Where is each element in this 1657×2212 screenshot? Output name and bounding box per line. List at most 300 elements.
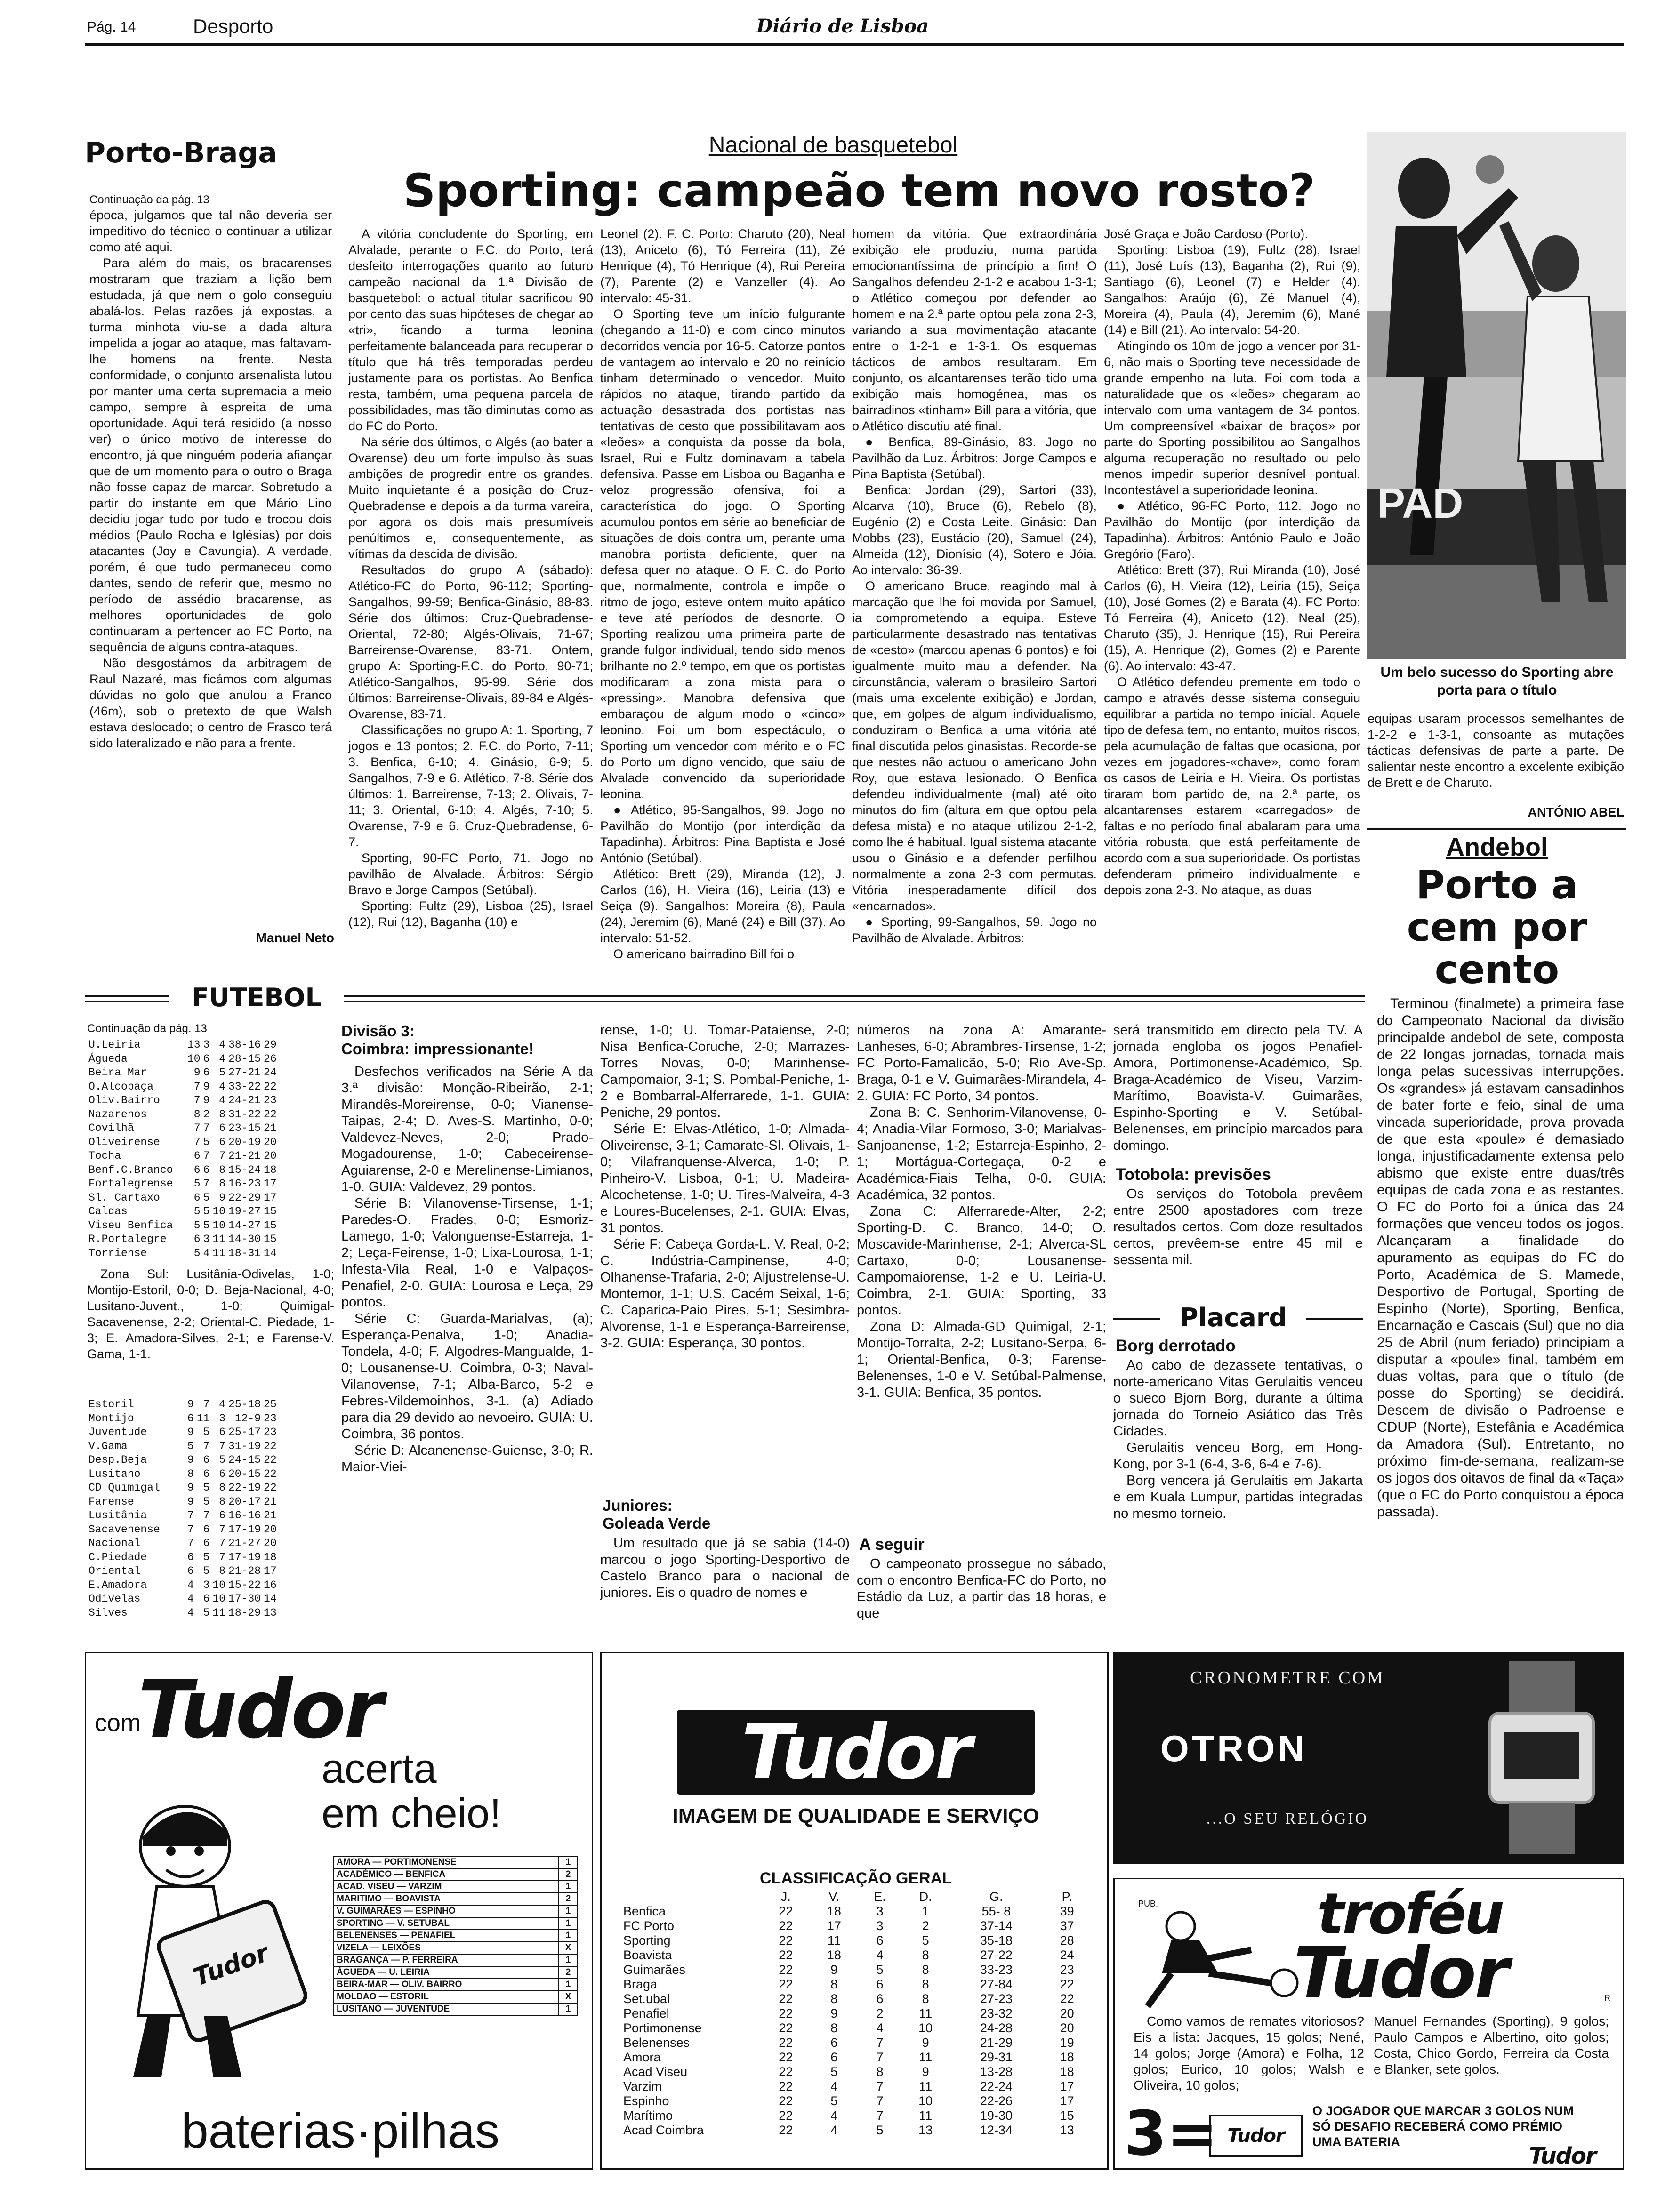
stat-cell: 22 bbox=[264, 1454, 277, 1466]
team-name-cell: U.Leiria bbox=[88, 1039, 141, 1051]
stat-cell: 5 bbox=[219, 1066, 226, 1079]
stat-cell: 20 bbox=[264, 1136, 277, 1148]
stat-cell: 19 bbox=[1060, 2036, 1074, 2050]
aseguir-title: A seguir bbox=[859, 1535, 925, 1554]
stat-cell: 8 bbox=[219, 1108, 226, 1121]
stat-cell: 5 bbox=[203, 1219, 210, 1232]
stat-cell: 6 bbox=[876, 1933, 884, 1948]
stat-cell: 13 bbox=[918, 2123, 933, 2137]
table-row bbox=[620, 2050, 1091, 2065]
stat-cell: 7 bbox=[193, 1080, 201, 1093]
table-row bbox=[87, 1426, 278, 1440]
stat-cell: 31-22 bbox=[228, 1108, 261, 1121]
ad-otron bbox=[1113, 1652, 1624, 1864]
stat-cell: 5 bbox=[876, 1963, 884, 1977]
aseguir-para: O campeonato prossegue no sábado, com o encontro Benfica-FC do Porto, no Estádio da Luz, a partir das 18 horas, e que bbox=[857, 1556, 1106, 1621]
futebol-para: será transmitido em directo pela TV. A jornada engloba os jogos Penafiel-Amora, Portimonense-Académico, Sp. Braga-Académico de Viseu, Varzim-Marítimo, Boavista-V. Guimarães, Espinho-Sporting e V. Setúbal-Belenenses, em princípio marcados para domingo. bbox=[1113, 1023, 1363, 1153]
stat-cell: 9 bbox=[187, 1398, 194, 1411]
stat-cell: 15 bbox=[264, 1205, 277, 1218]
team-name-cell: Oliveirense bbox=[88, 1136, 160, 1148]
stat-cell: 6 bbox=[203, 1593, 210, 1605]
table-row bbox=[620, 2094, 1091, 2108]
stat-cell: 22 bbox=[779, 2036, 793, 2050]
photo-caption: Um belo sucesso do Sporting abre porta para o título bbox=[1380, 665, 1614, 698]
sporting-para: Leonel (2). F. C. Porto: Charuto (20), Neal (13), Aniceto (6), Tó Ferreira (11), Zé Henrique (4), Tó Henrique (4), Rui Pereira (7), Parente (2) e Vanzeller (4). Ao intervalo: 45-31. bbox=[600, 227, 845, 305]
stat-cell: 39 bbox=[1060, 1904, 1074, 1918]
table-row bbox=[87, 1219, 278, 1233]
sporting-para: Sporting: Lisboa (19), Fultz (28), Israel (11), José Luís (13), Baganha (2), Rui (9), Santiago (6), Leonel (7) e Helder (4). Sangalhos: Araújo (6), Zé Manuel (4), Moreira (4), Paula (4), Jeremim (6), Mané (14) e Bill (21). Ao intervalo: 54-20. bbox=[1104, 243, 1360, 337]
ad3-top: CRONOMETRE COM bbox=[1190, 1668, 1385, 1688]
stat-cell: 6 bbox=[203, 1467, 210, 1480]
stat-cell: 27-84 bbox=[980, 1977, 1013, 1991]
stat-cell: 22-26 bbox=[980, 2094, 1013, 2108]
fixture-cell: MOLDAO — ESTORIL bbox=[334, 1991, 559, 2003]
stat-cell: 7 bbox=[219, 1551, 226, 1563]
ad4-para: Manuel Fernandes (Sporting), 9 golos; Paulo Campos e Albertino, oito golos; Costa, Chico Gordo, Ferreira da Costa e Blanker, sete golos. bbox=[1374, 2014, 1609, 2076]
stat-cell: 8 bbox=[187, 1467, 194, 1480]
programme-row bbox=[334, 1905, 578, 1917]
stat-cell: 6 bbox=[203, 1454, 210, 1466]
stat-cell: 22 bbox=[779, 1919, 793, 1933]
futebol-rule-left bbox=[85, 995, 169, 997]
stat-cell: 18 bbox=[827, 1948, 841, 1962]
fixture-cell: BRAGANÇA — P. FERREIRA bbox=[334, 1954, 559, 1966]
table-row bbox=[620, 2036, 1091, 2050]
stat-cell: 5 bbox=[187, 1440, 194, 1452]
stat-cell: 4 bbox=[219, 1052, 226, 1065]
stat-cell: 20 bbox=[264, 1537, 277, 1549]
section-label: Desporto bbox=[193, 15, 273, 37]
totobola-para: Os serviços do Totobola prevêem entre 2500 apostadores com treze resultados certos. Com doze resultados certos, prevêem-se entre 45 mil e sessenta mil. bbox=[1113, 1186, 1363, 1267]
stat-cell: 20-15 bbox=[228, 1467, 261, 1480]
forecast-cell: 1 bbox=[559, 1930, 578, 1942]
team-name-cell: Torriense bbox=[88, 1247, 147, 1259]
sporting-para: Sporting, 90-FC Porto, 71. Jogo no pavilhão de Alvalade. Árbitros: Sérgio Bravo e Jorge Campos (Setúbal). bbox=[348, 851, 593, 897]
team-name-cell: Benf.C.Branco bbox=[88, 1163, 173, 1176]
stat-cell: 22 bbox=[264, 1467, 277, 1480]
stat-cell: 22 bbox=[779, 1933, 793, 1948]
team-name-cell: Braga bbox=[623, 1977, 658, 1991]
borg-para: Borg vencera já Gerulaitis em Jakarta e em Kuala Lumpur, partidas integradas no mesmo torneio. bbox=[1113, 1473, 1363, 1521]
stat-cell: 8 bbox=[922, 1948, 929, 1962]
stat-cell: 23 bbox=[1060, 1963, 1074, 1977]
stat-cell: 7 bbox=[876, 2036, 884, 2050]
team-name-cell: Benfica bbox=[623, 1904, 666, 1918]
table-row bbox=[620, 1904, 1091, 1919]
table-row bbox=[87, 1080, 278, 1094]
team-name-cell: E.Amadora bbox=[88, 1579, 147, 1591]
stat-cell: 4 bbox=[219, 1398, 226, 1411]
div3-para: rense, 1-0; U. Tomar-Pataiense, 2-0; Nisa Benfica-Coruche, 2-0; Marrazes-Torres Novas, 0-0; Marinhense-Campomaior, 3-1; S. Pombal-Peniche, 1-2 e Bombarral-Alferrarede, 1-1. GUIA: Peniche, 29 pontos. bbox=[600, 1023, 850, 1120]
stat-cell: 7 bbox=[203, 1440, 210, 1452]
table-row bbox=[87, 1412, 278, 1426]
team-name-cell: Farense bbox=[88, 1495, 134, 1508]
borg-para: Gerulaitis venceu Borg, em Hong-Kong, por 3-1 (6-4, 3-6, 6-4 e 7-6). bbox=[1113, 1440, 1363, 1472]
juniores-col bbox=[857, 1022, 1106, 1531]
ad2-class-table bbox=[620, 1890, 1091, 2138]
team-name-cell: Tocha bbox=[88, 1150, 121, 1162]
stat-cell: 7 bbox=[187, 1537, 194, 1549]
stat-cell: 22 bbox=[779, 1977, 793, 1991]
team-name-cell: Espinho bbox=[623, 2094, 669, 2108]
ad4-battery-box bbox=[1209, 2115, 1303, 2157]
stat-cell: 22 bbox=[264, 1080, 277, 1093]
programme-row bbox=[334, 1991, 578, 2003]
andebol-kicker: Andebol bbox=[1446, 833, 1548, 861]
stat-cell: 7 bbox=[219, 1150, 226, 1162]
stat-cell: 19-27 bbox=[228, 1205, 261, 1218]
stat-cell: 3 bbox=[203, 1233, 210, 1245]
stat-cell: 6 bbox=[187, 1565, 194, 1577]
fixture-cell: ACAD. VISEU — VARZIM bbox=[334, 1881, 559, 1893]
stat-cell: 22 bbox=[779, 1963, 793, 1977]
stat-cell: 4 bbox=[830, 2108, 838, 2123]
stat-cell: 21-21 bbox=[228, 1150, 261, 1162]
stat-cell: 16 bbox=[264, 1579, 277, 1591]
ad4-title2: Tudor bbox=[1294, 1932, 1508, 2014]
stat-cell: 13-28 bbox=[980, 2065, 1013, 2079]
table-row bbox=[620, 2108, 1091, 2123]
table-row bbox=[87, 1481, 278, 1495]
table-row bbox=[87, 1551, 278, 1565]
div3-para: Desfechos verificados na Série A da 3.ª divisão: Monção-Ribeirão, 2-1; Mirandês-Moreirense, 0-0; Vianense-Taipas, 2-4; D. Aves-S. Martinho, 0-0; Valdevez-Neves, 2-0; Prado-Mogadourense, 1-0; Cabeceirense-Aguiarense, 2-0 e Merelinense-Limianos, 1-0. GUIA: Valdevez, 29 pontos. bbox=[341, 1064, 593, 1194]
stat-cell: 25-17 bbox=[228, 1426, 261, 1438]
header-cell: V. bbox=[828, 1890, 840, 1904]
stat-cell: 15-22 bbox=[228, 1579, 261, 1591]
stat-cell: 6 bbox=[219, 1467, 226, 1480]
stat-cell: 9 bbox=[922, 2065, 929, 2079]
table-row bbox=[620, 2021, 1091, 2036]
table-row bbox=[87, 1094, 278, 1108]
stat-cell: 3 bbox=[876, 1919, 884, 1933]
team-name-cell: Covilhã bbox=[88, 1122, 134, 1134]
svg-text:PAD: PAD bbox=[1377, 480, 1464, 527]
stat-cell: 6 bbox=[193, 1150, 201, 1162]
table-row bbox=[87, 1523, 278, 1537]
team-name-cell: Set.ubal bbox=[623, 1992, 670, 2006]
forecast-cell: 1 bbox=[559, 1917, 578, 1930]
programme-row bbox=[334, 1917, 578, 1930]
stat-cell: 33-22 bbox=[228, 1080, 261, 1093]
table-row bbox=[87, 1233, 278, 1247]
stat-cell: 3 bbox=[203, 1039, 210, 1051]
stat-cell: 20 bbox=[1060, 2006, 1074, 2020]
stat-cell: 10 bbox=[187, 1052, 201, 1065]
juniores-para: Zona C: Alferrarede-Alter, 2-2; Sporting-D. C. Branco, 14-0; O. Moscavide-Marinhense, 2-1; Alverca-SL Cartaxo, 0-0; Lousanense-Campomaiorense, 1-2 e U. Leiria-U. Coimbra, 2-1. GUIA: Sporting, 33 pontos. bbox=[857, 1204, 1106, 1318]
stat-cell: 11 bbox=[196, 1412, 210, 1425]
ad1-battery-logo: Tudor bbox=[190, 1939, 273, 1992]
team-name-cell: Montijo bbox=[88, 1412, 134, 1425]
stat-cell: 18 bbox=[827, 1904, 841, 1918]
table-row bbox=[87, 1052, 278, 1066]
fixture-cell: AMORA — PORTIMONENSE bbox=[334, 1856, 559, 1868]
stat-cell: 22 bbox=[779, 2065, 793, 2079]
stat-cell: 11 bbox=[919, 2006, 933, 2020]
team-name-cell: Amora bbox=[623, 2050, 661, 2064]
stat-cell: 7 bbox=[876, 2108, 884, 2123]
zona-sul-text bbox=[87, 1266, 334, 1393]
stat-cell: 10 bbox=[212, 1593, 226, 1605]
team-name-cell: Lusitano bbox=[88, 1467, 141, 1480]
forecast-cell: 1 bbox=[559, 1881, 578, 1893]
stat-cell: 5 bbox=[193, 1178, 201, 1190]
stat-cell: 22 bbox=[779, 2006, 793, 2020]
ad1-line2: em cheio! bbox=[322, 1790, 501, 1836]
forecast-cell: X bbox=[559, 1942, 578, 1954]
stat-cell: 7 bbox=[193, 1122, 201, 1134]
stat-cell: 16-23 bbox=[228, 1178, 261, 1190]
stat-cell: 13 bbox=[1060, 2123, 1074, 2137]
stat-cell: 7 bbox=[193, 1094, 201, 1106]
stat-cell: 24-21 bbox=[228, 1094, 261, 1106]
ad4-para: Como vamos de remates vitoriosos? Eis a lista: Jacques, 15 golos; Nené, 14 golos; Jorge (Amora) e Folha, 12 golos; Eurico, 10 golos; Walsh e Oliveira, 10 golos; bbox=[1134, 2014, 1364, 2092]
programme-row bbox=[334, 1893, 578, 1905]
stat-cell: 10 bbox=[918, 2094, 933, 2108]
sporting-col5 bbox=[1367, 711, 1624, 800]
stat-cell: 21-28 bbox=[228, 1565, 261, 1577]
stat-cell: 5 bbox=[203, 1565, 210, 1577]
sporting-para: equipas usaram processos semelhantes de 1-2-2 e 1-3-1, consoante as mutações tácticas defensivas de parte a parte. De salientar neste encontro a excelente exibição de Brett e de Charuto. bbox=[1367, 712, 1624, 790]
stat-cell: 9 bbox=[187, 1495, 194, 1508]
stat-cell: 17 bbox=[827, 1919, 841, 1933]
fixture-cell: VIZELA — LEIXÕES bbox=[334, 1942, 559, 1954]
stat-cell: 4 bbox=[830, 2123, 838, 2137]
juniores-body bbox=[600, 1535, 850, 1629]
stat-cell: 24 bbox=[1060, 1948, 1074, 1962]
table-row bbox=[620, 2065, 1091, 2079]
stat-cell: 7 bbox=[203, 1509, 210, 1522]
stat-cell: 8 bbox=[830, 1992, 838, 2006]
stat-cell: 14-27 bbox=[228, 1219, 261, 1232]
table-row bbox=[87, 1163, 278, 1178]
stat-cell: 11 bbox=[212, 1606, 226, 1619]
stat-cell: 8 bbox=[219, 1482, 226, 1494]
stat-cell: 21-27 bbox=[228, 1537, 261, 1549]
stat-cell: 6 bbox=[830, 2050, 838, 2064]
table-row bbox=[87, 1136, 278, 1150]
team-name-cell: Viseu Benfica bbox=[88, 1219, 173, 1232]
stat-cell: 5 bbox=[203, 1495, 210, 1508]
ad4-title1: troféu bbox=[1317, 1882, 1503, 1947]
team-name-cell: Silves bbox=[88, 1606, 128, 1619]
stat-cell: 5 bbox=[203, 1205, 210, 1218]
stat-cell: 15 bbox=[264, 1219, 277, 1232]
stat-cell: 17-19 bbox=[228, 1551, 261, 1563]
team-name-cell: Oliv.Bairro bbox=[88, 1094, 160, 1106]
stat-cell: 37 bbox=[1060, 1919, 1074, 1933]
stat-cell: 21 bbox=[264, 1122, 277, 1134]
ad4-big-three: 3= bbox=[1124, 2098, 1218, 2169]
table-row bbox=[620, 2079, 1091, 2094]
stat-cell: 6 bbox=[219, 1509, 226, 1522]
stat-cell: 20-19 bbox=[228, 1136, 261, 1148]
table-row bbox=[87, 1537, 278, 1551]
ad2-slogan: IMAGEM DE QUALIDADE E SERVIÇO bbox=[672, 1804, 1039, 1827]
stat-cell: 22 bbox=[779, 2123, 793, 2137]
table-row bbox=[620, 2006, 1091, 2021]
header-rule bbox=[85, 43, 1624, 46]
futebol-rule-right-2 bbox=[344, 1001, 1365, 1002]
andebol-para: Terminou (finalmete) a primeira fase do Campeonato Nacional da divisão principalde andebol de sete, composta de 22 longas jornadas, tornada mais longa pelas sucessivas interrupções. Os «grandes» já estavam cansadinhos de bater forte e feio, sinal de uma vincada superioridade, prova provada de que esta «poule» é demasiado longa, injustificadamente extensa pelo abismo que existe entre duas/três equipas de cada zona e as restantes. O FC do Porto foi a única das 24 formações que venceu todos os jogos. Alcançaram a finalidade do apuramento as equipas do FC do Porto, Académica de S. Mamede, Desportivo de Portugal, Sporting de Espinho (Norte), Sporting, Benfica, Encarnação e Cascais (Sul) que no dia 25 de Abril (num feriado) principiam a disputar a «poule» final, também em duas voltas, para que o título (de posse do Sporting) se decidirá. Descem de divisão o Padroense e CDUP (Norte), Estefânia e Académica da Amadora (Sul). Entretanto, no próximo fim-de-semana, realizam-se os jogos dos oitavos de final da «Taça» (que o FC do Porto conquistou a época passada). bbox=[1377, 996, 1624, 1520]
stat-cell: 17 bbox=[264, 1191, 277, 1204]
stat-cell: 8 bbox=[830, 1977, 838, 1991]
stat-cell: 22 bbox=[779, 1904, 793, 1918]
stat-cell: 9 bbox=[203, 1080, 210, 1093]
ad1-com: com bbox=[95, 1709, 141, 1737]
stat-cell: 6 bbox=[219, 1122, 226, 1134]
stat-cell: 11 bbox=[827, 1933, 841, 1948]
stat-cell: 5 bbox=[830, 2094, 838, 2108]
stat-cell: 6 bbox=[193, 1233, 201, 1245]
stat-cell: 23 bbox=[264, 1412, 277, 1425]
sporting-para: Atlético: Brett (29), Miranda (12), J. Carlos (16), H. Vieira (16), Leiria (13) e Seiça (9). Sangalhos: Moreira (8), Paula (24), Jeremim (6), Mané (24) e Bill (37). Ao intervalo: 51-52. bbox=[600, 867, 845, 945]
stat-cell: 13 bbox=[264, 1606, 277, 1619]
stat-cell: 22 bbox=[779, 2079, 793, 2093]
stat-cell: 9 bbox=[187, 1426, 194, 1438]
stat-cell: 7 bbox=[203, 1178, 210, 1190]
programme-row bbox=[334, 1881, 578, 1893]
ad4-body-right bbox=[1374, 2013, 1609, 2103]
fixture-cell: LUSITANO — JUVENTUDE bbox=[334, 2003, 559, 2015]
ad3-bottom: ...O SEU RELÓGIO bbox=[1206, 1810, 1369, 1827]
stat-cell: 28-15 bbox=[228, 1052, 261, 1065]
sporting-para: José Graça e João Cardoso (Porto). bbox=[1104, 227, 1308, 241]
ad-tudor-classification bbox=[600, 1652, 1109, 2170]
stat-cell: 22 bbox=[779, 1992, 793, 2006]
table-row bbox=[87, 1177, 278, 1191]
stat-cell: 6 bbox=[219, 1426, 226, 1438]
league-table-north bbox=[87, 1038, 332, 1264]
futebol-cont: Continuação da pág. 13 bbox=[87, 1022, 207, 1035]
fixture-cell: ÁGUEDA — U. LEIRIA bbox=[334, 1966, 559, 1979]
table-row bbox=[87, 1592, 278, 1606]
andebol-top-rule bbox=[1367, 828, 1626, 830]
stat-cell: 18 bbox=[264, 1163, 277, 1176]
table-row bbox=[87, 1066, 278, 1080]
table-row bbox=[620, 1919, 1091, 1933]
stat-cell: 9 bbox=[187, 1482, 194, 1494]
header-team bbox=[620, 1890, 762, 1904]
stat-cell: 11 bbox=[919, 2050, 933, 2064]
sporting-col1 bbox=[348, 226, 593, 951]
team-name-cell: Lusitânia bbox=[88, 1509, 147, 1522]
stat-cell: 10 bbox=[212, 1219, 226, 1232]
team-name-cell: Odivelas bbox=[88, 1593, 141, 1605]
stat-cell: 6 bbox=[203, 1163, 210, 1176]
ad2-brand-logo: Tudor bbox=[741, 1708, 970, 1796]
ad-tudor-battery bbox=[85, 1652, 593, 2170]
stat-cell: 20 bbox=[264, 1150, 277, 1162]
stat-cell: 27-22 bbox=[980, 1948, 1013, 1962]
sporting-col3 bbox=[852, 226, 1097, 951]
totobola-body bbox=[1113, 1186, 1363, 1299]
team-name-cell: Estoril bbox=[88, 1398, 134, 1411]
sporting-col4 bbox=[1104, 226, 1360, 951]
watch-illustration bbox=[1471, 1661, 1612, 1854]
stat-cell: 7 bbox=[876, 2050, 884, 2064]
stat-cell: 26 bbox=[264, 1052, 277, 1065]
header-cell: G. bbox=[989, 1890, 1003, 1904]
team-name-cell: C.Piedade bbox=[88, 1551, 147, 1563]
stat-cell: 2 bbox=[203, 1108, 210, 1121]
stat-cell: 18 bbox=[1060, 2050, 1074, 2064]
stat-cell: 8 bbox=[922, 1963, 929, 1977]
programme-row bbox=[334, 1868, 578, 1881]
sporting-para: ● Atlético, 95-Sangalhos, 99. Jogo no Pavilhão do Montijo (por interdição da Tapadinha). Árbitros: Pina Baptista e José António (Setúbal). bbox=[600, 803, 845, 865]
stat-cell: 24 bbox=[264, 1066, 277, 1079]
stat-cell: 27-23 bbox=[980, 1992, 1013, 2006]
programme-row bbox=[334, 1856, 578, 1868]
forecast-cell: 1 bbox=[559, 1979, 578, 1991]
team-name-cell: Sl. Cartaxo bbox=[88, 1191, 160, 1204]
stat-cell: 15 bbox=[264, 1233, 277, 1245]
table-row bbox=[620, 1948, 1091, 1963]
ad1-brand-logo: Tudor bbox=[138, 1663, 382, 1756]
stat-cell: 4 bbox=[830, 2079, 838, 2093]
stat-cell: 15-24 bbox=[228, 1163, 261, 1176]
forecast-cell: 1 bbox=[559, 1905, 578, 1917]
team-name-cell: O.Alcobaça bbox=[88, 1080, 154, 1093]
table-row bbox=[87, 1495, 278, 1509]
stat-cell: 8 bbox=[219, 1163, 226, 1176]
stat-cell: 20 bbox=[264, 1523, 277, 1536]
team-name-cell: Águeda bbox=[88, 1052, 128, 1065]
borg-body bbox=[1113, 1357, 1363, 1630]
header-cell: D. bbox=[919, 1890, 932, 1904]
stat-cell: 17 bbox=[1060, 2094, 1074, 2108]
ad1-programme bbox=[333, 1856, 578, 2016]
table-row bbox=[87, 1606, 278, 1620]
stat-cell: 22 bbox=[264, 1108, 277, 1121]
programme-row bbox=[334, 1942, 578, 1954]
team-name-cell: Sacavenense bbox=[88, 1523, 160, 1536]
stat-cell: 6 bbox=[876, 1992, 884, 2006]
div3-para: Série C: Guarda-Marialvas, (a); Esperança-Penalva, 1-0; Anadia-Tondela, 4-0; F. Algodres-Mangualde, 1-0; Lousanense-U. Coimbra, 0-3; Naval-Vilanovense, 7-1; Alba-Barco, 5-2 e Febres-Vildemoinhos, 3-1. (a) Adiado para dia 29 devido ao nevoeiro. GUIA: U. Coimbra, 36 pontos. bbox=[341, 1311, 593, 1442]
table-row bbox=[87, 1440, 278, 1454]
stat-cell: 29 bbox=[264, 1039, 277, 1051]
porto-braga-title: Porto-Braga bbox=[85, 136, 277, 169]
stat-cell: 6 bbox=[203, 1523, 210, 1536]
stat-cell: 17-19 bbox=[228, 1523, 261, 1536]
table-row bbox=[620, 2123, 1091, 2138]
borg-title: Borg derrotado bbox=[1116, 1337, 1236, 1355]
team-name-cell: Portimonense bbox=[623, 2021, 702, 2035]
header-cell: P. bbox=[1062, 1890, 1072, 1904]
div3-para: Série E: Elvas-Atlético, 1-0; Almada-Oliveirense, 3-1; Camarate-Sl. Olivais, 1-0; Vilafranquense-Alverca, 1-0; P. Pinheiro-V. Lisboa, 0-1; U. Madeira-Alcochetense, 1-0; U. Tires-Malveira, 4-3 e Loures-Bucelenses, 2-1. GUIA: Elvas, 31 pontos. bbox=[600, 1122, 850, 1235]
fixture-cell: V. GUIMARÃES — ESPINHO bbox=[334, 1905, 559, 1917]
stat-cell: 14-30 bbox=[228, 1233, 261, 1245]
porto-braga-para: Não desgostámos da arbitragem de Raul Nazaré, mas ficámos com algumas dúvidas no golo que anulou a Franco (46m), sob o pretexto de que Walsh estava deslocado; o centro de Frasco terá sido lateralizado e não para a frente. bbox=[89, 656, 332, 750]
stat-cell: 23-15 bbox=[228, 1122, 261, 1134]
fixture-cell: ACADÉMICO — BENFICA bbox=[334, 1868, 559, 1881]
table-header-row bbox=[620, 1890, 1091, 1904]
div3-para: Série D: Alcanenense-Guiense, 3-0; R. Maior-Viei- bbox=[341, 1443, 593, 1475]
stat-cell: 4 bbox=[187, 1579, 194, 1591]
stat-cell: 22 bbox=[779, 2108, 793, 2123]
stat-cell: 8 bbox=[219, 1565, 226, 1577]
stat-cell: 4 bbox=[219, 1039, 226, 1051]
fixture-cell: SPORTING — V. SETUBAL bbox=[334, 1917, 559, 1930]
ad4-registered: R bbox=[1604, 1993, 1610, 2003]
stat-cell: 22-19 bbox=[228, 1482, 261, 1494]
porto-braga-para: época, julgamos que tal não deveria ser impeditivo do técnico o continuar a utilizar como até aqui. bbox=[89, 208, 332, 254]
stat-cell: 18 bbox=[1060, 2065, 1074, 2079]
team-name-cell: Desp.Beja bbox=[88, 1454, 147, 1466]
forecast-cell: 1 bbox=[559, 1954, 578, 1966]
stat-cell: 7 bbox=[203, 1122, 210, 1134]
stat-cell: 9 bbox=[830, 2006, 838, 2020]
team-name-cell: R.Portalegre bbox=[88, 1233, 167, 1245]
